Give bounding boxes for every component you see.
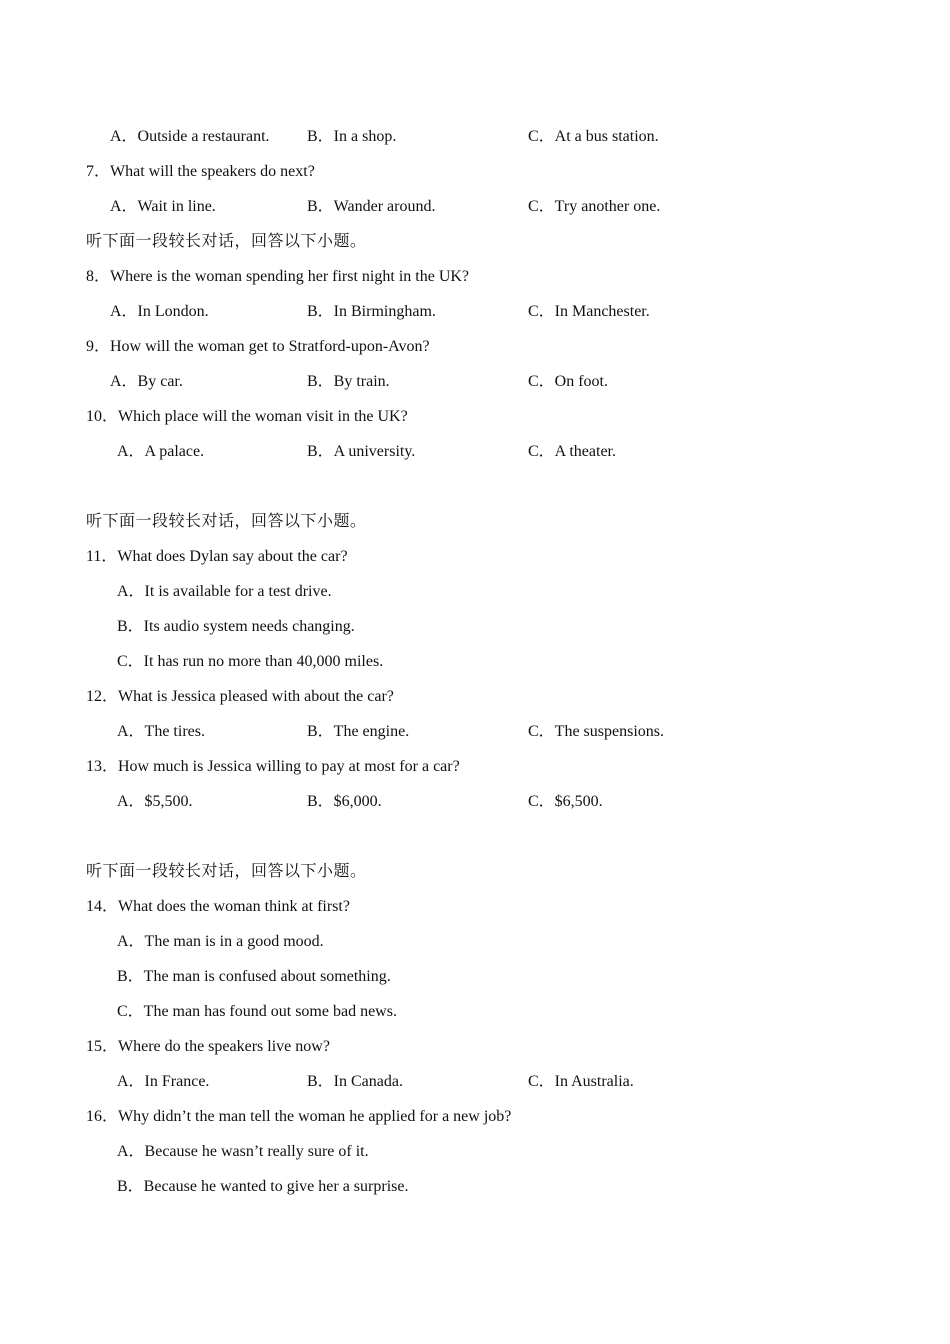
- option-row: [0, 790, 950, 814]
- option-c: C．It has run no more than 40,000 miles.: [117, 653, 384, 670]
- option-row: [0, 720, 950, 744]
- option-row: [0, 370, 950, 394]
- question-7: [0, 160, 950, 184]
- question-text: 10．Which place will the woman visit in the UK?: [86, 408, 408, 425]
- option-b: B．In Birmingham.: [307, 303, 436, 320]
- question-text: 7．What will the speakers do next?: [86, 163, 315, 180]
- option-line: [0, 615, 950, 639]
- question-text: 9．How will the woman get to Stratford-upon-Avon?: [86, 338, 430, 355]
- option-b: B．Its audio system needs changing.: [117, 618, 355, 635]
- option-c: C．The suspensions.: [528, 723, 665, 740]
- option-row: [0, 1070, 950, 1094]
- question-9: [0, 335, 950, 359]
- option-b: B．The engine.: [307, 723, 410, 740]
- question-13: [0, 755, 950, 779]
- option-a: A．The tires.: [117, 723, 205, 740]
- option-row: [0, 195, 950, 219]
- section-instruction: [0, 860, 950, 884]
- option-row: [0, 125, 950, 149]
- option-a: A．In France.: [117, 1073, 210, 1090]
- option-c: C．A theater.: [528, 443, 616, 460]
- option-b: B．The man is confused about something.: [117, 968, 391, 985]
- option-a: A．By car.: [110, 373, 183, 390]
- option-line: [0, 650, 950, 674]
- option-b: B．A university.: [307, 443, 416, 460]
- section-instruction: [0, 230, 950, 254]
- option-b: B．$6,000.: [307, 793, 382, 810]
- option-a: A．A palace.: [117, 443, 205, 460]
- option-line: [0, 965, 950, 989]
- option-a: A．The man is in a good mood.: [117, 933, 324, 950]
- option-c: C．On foot.: [528, 373, 609, 390]
- question-text: 13．How much is Jessica willing to pay at most for a car?: [86, 758, 460, 775]
- option-c: C．In Australia.: [528, 1073, 634, 1090]
- question-11: [0, 545, 950, 569]
- option-line: [0, 580, 950, 604]
- option-a: A．$5,500.: [117, 793, 193, 810]
- instruction-text: 听下面一段较长对话，回答以下小题。: [86, 233, 367, 250]
- option-b: B．Because he wanted to give her a surprise.: [117, 1178, 409, 1195]
- question-text: 8．Where is the woman spending her first night in the UK?: [86, 268, 470, 285]
- option-a: A．Because he wasn’t really sure of it.: [117, 1143, 369, 1160]
- option-b: B．Wander around.: [307, 198, 436, 215]
- option-c: C．In Manchester.: [528, 303, 650, 320]
- question-text: 12．What is Jessica pleased with about the car?: [86, 688, 394, 705]
- instruction-text: 听下面一段较长对话，回答以下小题。: [86, 513, 367, 530]
- question-text: 11．What does Dylan say about the car?: [86, 548, 348, 565]
- option-c: C．At a bus station.: [528, 128, 659, 145]
- option-a: A．In London.: [110, 303, 209, 320]
- option-c: C．Try another one.: [528, 198, 661, 215]
- option-line: [0, 930, 950, 954]
- question-10: [0, 405, 950, 429]
- option-b: B．In Canada.: [307, 1073, 403, 1090]
- question-15: [0, 1035, 950, 1059]
- question-8: [0, 265, 950, 289]
- option-c: C．$6,500.: [528, 793, 603, 810]
- option-c: C．The man has found out some bad news.: [117, 1003, 397, 1020]
- question-14: [0, 895, 950, 919]
- option-line: [0, 1140, 950, 1164]
- instruction-text: 听下面一段较长对话，回答以下小题。: [86, 863, 367, 880]
- option-a: A．Wait in line.: [110, 198, 216, 215]
- section-instruction: [0, 510, 950, 534]
- option-line: [0, 1175, 950, 1199]
- question-12: [0, 685, 950, 709]
- option-a: A．Outside a restaurant.: [110, 128, 270, 145]
- option-b: B．In a shop.: [307, 128, 397, 145]
- question-text: 14．What does the woman think at first?: [86, 898, 350, 915]
- question-text: 15．Where do the speakers live now?: [86, 1038, 330, 1055]
- question-16: [0, 1105, 950, 1129]
- option-a: A．It is available for a test drive.: [117, 583, 332, 600]
- option-row: [0, 440, 950, 464]
- question-text: 16．Why didn’t the man tell the woman he applied for a new job?: [86, 1108, 512, 1125]
- option-line: [0, 1000, 950, 1024]
- option-row: [0, 300, 950, 324]
- option-b: B．By train.: [307, 373, 390, 390]
